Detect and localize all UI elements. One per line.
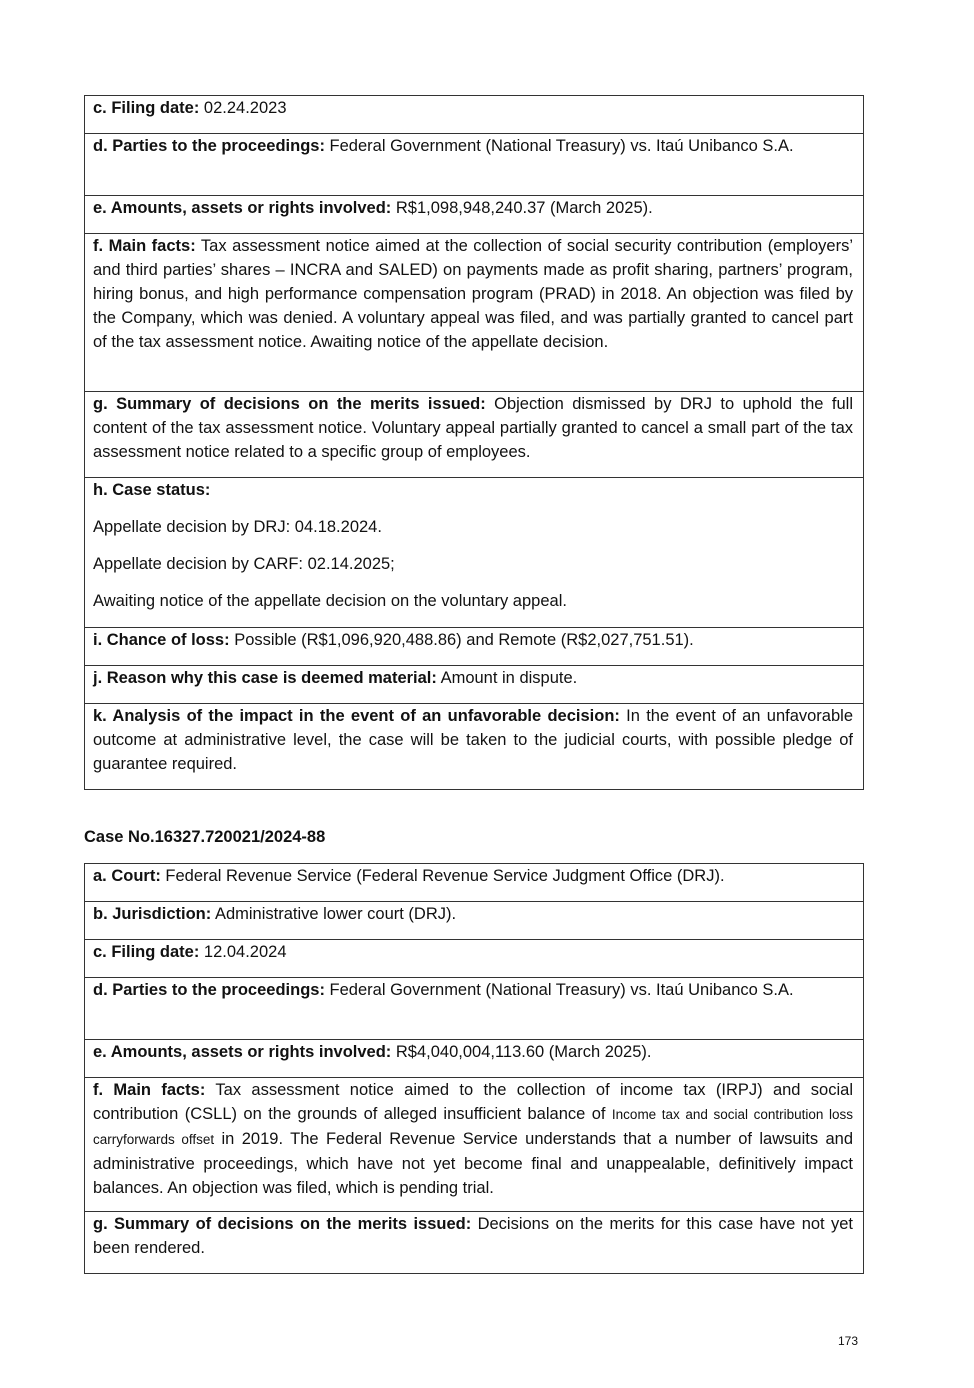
main-facts-value: Tax assessment notice aimed at the collection of social security contribution (employers’ and third parties’ shares – INCRA and SALED) on payments made as profit sharing, partners’ program, hiring bonus, and high performance compensation program (PRAD) in 2018. An objection was filed by the Company, which was denied. A voluntary appeal was filed, and was partially granted to cancel part of the tax assessment notice. Awaiting notice of the appellate decision.	[93, 237, 853, 351]
case1-main-facts-row	[84, 234, 864, 392]
status-label: h. Case status:	[93, 481, 211, 499]
amounts-value: R$4,040,004,113.60 (March 2025).	[391, 1043, 652, 1061]
amounts-value: R$1,098,948,240.37 (March 2025).	[391, 199, 653, 217]
status-line: Appellate decision by DRJ: 04.18.2024.	[93, 518, 382, 536]
parties-label: d. Parties to the proceedings:	[93, 981, 325, 999]
status-line: Awaiting notice of the appellate decision on the voluntary appeal.	[93, 592, 567, 610]
court-label: a. Court:	[93, 867, 161, 885]
main-facts-value: Tax assessment notice aimed to the collection of income tax (IRPJ) and social contribution (CSLL) on the grounds of alleged insufficient balance of	[93, 1081, 853, 1123]
case2-jurisdiction-row	[84, 902, 864, 940]
parties-value: Federal Government (National Treasury) vs. Itaú Unibanco S.A.	[324, 981, 794, 999]
case1-chance-row	[84, 628, 864, 666]
case2-amounts-row	[84, 1040, 864, 1078]
page-number: 173	[838, 1334, 859, 1348]
chance-label: i. Chance of loss:	[93, 631, 230, 649]
case2-table	[84, 863, 864, 1274]
parties-label: d. Parties to the proceedings:	[93, 137, 325, 155]
case1-status-row	[84, 478, 864, 628]
main-facts-label: f. Main facts:	[93, 237, 196, 255]
jurisdiction-label: b. Jurisdiction:	[93, 905, 212, 923]
summary-value: Objection dismissed by DRJ to uphold the full content of the tax assessment notice. Voluntary appeal partially granted to cancel a small part of the tax assessment notice related to a specific group of employees.	[93, 395, 853, 461]
case1-summary-row	[84, 392, 864, 478]
filing-date-label: c. Filing date:	[93, 99, 200, 117]
filing-date-value: 02.24.2023	[199, 99, 287, 117]
chance-value: Possible (R$1,096,920,488.86) and Remote (R$2,027,751.51).	[229, 631, 694, 649]
main-facts-small-text: Income tax and social contribution loss carryforwards offset	[93, 1107, 853, 1147]
main-facts-label: f. Main facts:	[93, 1081, 206, 1099]
case2-parties-row	[84, 978, 864, 1040]
case1-parties-row	[84, 134, 864, 196]
filing-date-value: 12.04.2024	[199, 943, 287, 961]
case2-summary-row	[84, 1212, 864, 1274]
amounts-label: e. Amounts, assets or rights involved:	[93, 199, 392, 217]
parties-value: Federal Government (National Treasury) vs. Itaú Unibanco S.A.	[324, 137, 794, 155]
summary-value: Decisions on the merits for this case have not yet been rendered.	[93, 1215, 853, 1257]
reason-value: Amount in dispute.	[436, 669, 578, 687]
summary-label: g. Summary of decisions on the merits issued:	[93, 395, 486, 413]
case1-impact-row	[84, 704, 864, 790]
impact-label: k. Analysis of the impact in the event of an unfavorable decision:	[93, 707, 620, 725]
case1-amounts-row	[84, 196, 864, 234]
impact-value: In the event of an unfavorable outcome at administrative level, the case will be taken to the judicial courts, with possible pledge of guarantee required.	[93, 707, 853, 773]
case2-filing-date-row	[84, 940, 864, 978]
status-line: Appellate decision by CARF: 02.14.2025;	[93, 555, 395, 573]
case1-table	[84, 95, 864, 790]
reason-label: j. Reason why this case is deemed material:	[93, 669, 437, 687]
jurisdiction-value: Administrative lower court (DRJ).	[211, 905, 457, 923]
summary-label: g. Summary of decisions on the merits issued:	[93, 1215, 472, 1233]
case2-court-row	[84, 864, 864, 902]
court-value: Federal Revenue Service (Federal Revenue Service Judgment Office (DRJ).	[160, 867, 725, 885]
filing-date-label: c. Filing date:	[93, 943, 200, 961]
case2-main-facts-row	[84, 1078, 864, 1212]
amounts-label: e. Amounts, assets or rights involved:	[93, 1043, 392, 1061]
case1-reason-row	[84, 666, 864, 704]
case1-filing-date-row	[84, 96, 864, 134]
main-facts-value-cont: in 2019. The Federal Revenue Service understands that a number of lawsuits and administrative proceedings, which have not yet become final and unappealable, definitively impact balances. An objection was filed, which is pending trial.	[93, 1130, 853, 1197]
case2-heading: Case No.16327.720021/2024-88	[84, 828, 326, 846]
